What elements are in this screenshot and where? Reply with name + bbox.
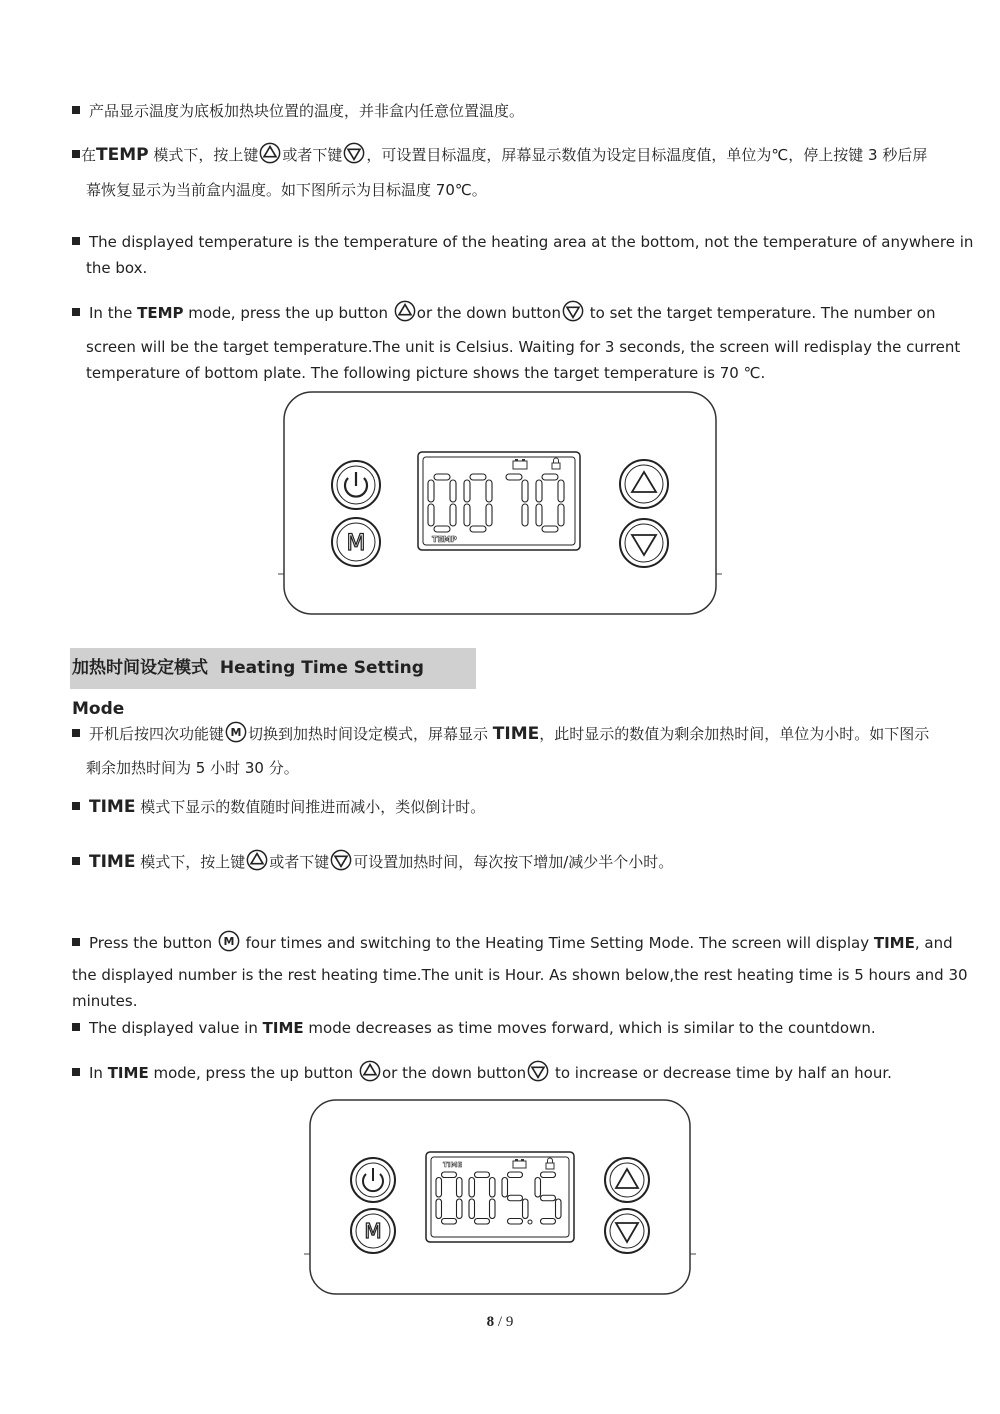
- section-heading: [70, 648, 476, 719]
- bullet-icon: [72, 1023, 80, 1031]
- en-text: In: [89, 1064, 108, 1082]
- page-number: [0, 1314, 1000, 1331]
- lcd-segment: [436, 1199, 442, 1219]
- en-bullet-5: [72, 1060, 892, 1083]
- time-keyword: TIME: [492, 724, 540, 744]
- lcd-segment: [542, 526, 558, 532]
- cn-text: ，可设置目标温度，屏幕显示数值为设定目标温度值，单位为℃，停上按键 3 秒后屏: [366, 146, 928, 164]
- lcd-decimal-point: [528, 1220, 532, 1224]
- cn-text-continuation: 剩余加热时间为 5 小时 30 分。: [86, 759, 299, 777]
- lcd-segment: [506, 474, 522, 480]
- cn-bullet-1: [72, 101, 524, 121]
- en-text: to increase or decrease time by half an hour.: [550, 1064, 892, 1082]
- en-text: Press the button: [89, 934, 217, 952]
- en-bullet-1: [72, 232, 973, 252]
- heading-cn: 加热时间设定模式: [72, 658, 208, 678]
- down-button-icon: [562, 300, 584, 322]
- m-button-icon: [218, 930, 240, 952]
- temp-keyword: TEMP: [96, 145, 149, 165]
- down-button-icon: [527, 1060, 549, 1082]
- lcd-segment: [434, 474, 450, 480]
- cn-bullet-3: [72, 721, 929, 744]
- lcd-segment: [490, 1178, 496, 1198]
- en-text-continuation: the displayed number is the rest heating time.The unit is Hour. As shown below,the rest heating time is 5 hours and 30: [72, 966, 968, 984]
- lcd-segment: [475, 1219, 490, 1225]
- lcd-segment: [541, 1219, 556, 1225]
- time-keyword: TIME: [89, 797, 136, 817]
- lcd-segment: [450, 480, 456, 502]
- lcd-segment: [508, 1219, 523, 1225]
- lcd-segment: [523, 1199, 529, 1219]
- lcd-segment: [508, 1172, 523, 1178]
- cn-text: 产品显示温度为底板加热块位置的温度，并非盒内任意位置温度。: [89, 102, 525, 120]
- bullet-icon: [72, 802, 80, 810]
- en-text-continuation: screen will be the target temperature.The unit is Celsius. Waiting for 3 seconds, the screen will redisplay the current: [86, 338, 961, 356]
- en-text-continuation: the box.: [86, 259, 148, 277]
- cn-text: ，此时显示的数值为剩余加热时间，单位为小时。如下图示: [539, 725, 930, 743]
- lcd-segment: [536, 480, 542, 502]
- lcd-segment: [486, 504, 492, 526]
- en-text: The displayed value in: [89, 1019, 263, 1037]
- lcd-segment: [558, 480, 564, 502]
- bullet-icon: [72, 150, 80, 158]
- lcd-segment: [502, 1178, 508, 1198]
- bullet-icon: [72, 938, 80, 946]
- bullet-icon: [72, 237, 80, 245]
- bullet-icon: [72, 729, 80, 737]
- lcd-segment: [428, 480, 434, 502]
- lcd-segment: [542, 474, 558, 480]
- time-keyword: TIME: [107, 1064, 149, 1082]
- lcd-segment: [486, 480, 492, 502]
- lcd-display: [418, 452, 580, 550]
- en-text: mode decreases as time moves forward, which is similar to the countdown.: [303, 1019, 876, 1037]
- lcd-segment: [556, 1199, 562, 1219]
- en-text: mode, press the up button: [148, 1064, 358, 1082]
- en-bullet-4: [72, 1018, 876, 1038]
- en-text: or the down button: [416, 304, 561, 322]
- lcd-segment: [428, 504, 434, 526]
- cn-text: 可设置加热时间，每次按下增加/减少半个小时。: [353, 853, 674, 871]
- lcd-display: [426, 1152, 574, 1242]
- lcd-segment: [475, 1172, 490, 1178]
- cn-text: 模式下，按上键: [135, 853, 246, 871]
- en-text: In the: [89, 304, 138, 322]
- en-text: or the down button: [381, 1064, 527, 1082]
- cn-text: 切换到加热时间设定模式，屏幕显示: [248, 725, 493, 743]
- up-button-icon: [394, 300, 416, 322]
- en-text: , and: [914, 934, 953, 952]
- lcd-segment: [535, 1178, 541, 1198]
- lcd-segment: [436, 1178, 442, 1198]
- en-text: The displayed temperature is the temperature of the heating area at the bottom, not the temperature of anywhere in: [89, 233, 974, 251]
- lcd-segment: [464, 504, 470, 526]
- lcd-segment: [469, 1178, 475, 1198]
- bullet-icon: [72, 308, 80, 316]
- m-button-icon: [225, 721, 247, 743]
- cn-text: 模式下，按上键: [148, 146, 259, 164]
- down-button-icon: [343, 142, 365, 164]
- m-icon: M: [346, 531, 366, 556]
- cn-bullet-5: [72, 849, 673, 872]
- up-button[interactable]: [620, 460, 668, 508]
- lcd-segment: [490, 1199, 496, 1219]
- lcd-segment: [442, 1219, 457, 1225]
- lcd-segment: [450, 504, 456, 526]
- lcd-segment: [457, 1199, 463, 1219]
- lcd-segment: [558, 504, 564, 526]
- cn-text: 或者下键: [269, 853, 330, 871]
- page-total: 9: [505, 1314, 514, 1330]
- mode-button[interactable]: [332, 518, 380, 566]
- down-button[interactable]: [620, 519, 668, 567]
- cn-text: 开机后按四次功能键: [89, 725, 225, 743]
- lcd-segment: [464, 480, 470, 502]
- up-button-icon: [359, 1060, 381, 1082]
- page-current: 8: [486, 1314, 495, 1330]
- en-bullet-3: [72, 930, 953, 953]
- lcd-segment: [541, 1195, 556, 1201]
- cn-text-continuation: 幕恢复显示为当前盒内温度。如下图所示为目标温度 70℃。: [86, 181, 487, 199]
- lcd-segment: [536, 504, 542, 526]
- en-text: mode, press the up button: [183, 304, 393, 322]
- lcd-segment: [522, 480, 528, 502]
- bullet-icon: [72, 1068, 80, 1076]
- up-button-icon: [259, 142, 281, 164]
- down-button[interactable]: [605, 1209, 649, 1253]
- up-button[interactable]: [605, 1158, 649, 1202]
- down-button-icon: [330, 849, 352, 871]
- en-text-continuation: minutes.: [72, 992, 138, 1010]
- lcd-segment: [470, 474, 486, 480]
- bullet-icon: [72, 106, 80, 114]
- en-text-continuation: temperature of bottom plate. The following picture shows the target temperature is 70 ℃.: [86, 364, 766, 382]
- en-text: to set the target temperature. The number on: [584, 304, 936, 322]
- up-button-icon: [246, 849, 268, 871]
- mode-button[interactable]: [351, 1209, 395, 1253]
- lcd-mode-label: TIME: [443, 1161, 463, 1169]
- lcd-mode-label: TEMP: [432, 535, 457, 544]
- power-button[interactable]: [351, 1158, 395, 1202]
- time-keyword: TIME: [873, 934, 915, 952]
- lcd-segment: [469, 1199, 475, 1219]
- cn-text: 在: [81, 146, 97, 164]
- lcd-segment: [434, 526, 450, 532]
- en-text: four times and switching to the Heating Time Setting Mode. The screen will display: [240, 934, 874, 952]
- time-keyword: TIME: [262, 1019, 304, 1037]
- cn-text: 或者下键: [282, 146, 343, 164]
- lcd-segment: [442, 1172, 457, 1178]
- power-button[interactable]: [332, 461, 380, 509]
- temp-keyword: TEMP: [137, 304, 184, 322]
- page-separator: /: [494, 1314, 506, 1330]
- en-bullet-2: [72, 300, 936, 323]
- m-icon: M: [364, 1219, 382, 1243]
- lcd-segment: [541, 1172, 556, 1178]
- lcd-segment: [522, 504, 528, 526]
- bullet-icon: [72, 857, 80, 865]
- device-panel-time: [302, 1098, 698, 1296]
- cn-bullet-2: [72, 142, 927, 165]
- time-keyword: TIME: [89, 852, 136, 872]
- heading-en: Heating Time Setting Mode: [72, 658, 424, 719]
- lcd-segment: [470, 526, 486, 532]
- lcd-segment: [457, 1178, 463, 1198]
- cn-text: 模式下显示的数值随时间推进而减小，类似倒计时。: [135, 798, 486, 816]
- cn-bullet-4: [72, 797, 485, 817]
- device-panel-temp: [276, 390, 724, 616]
- lcd-segment: [508, 1195, 523, 1201]
